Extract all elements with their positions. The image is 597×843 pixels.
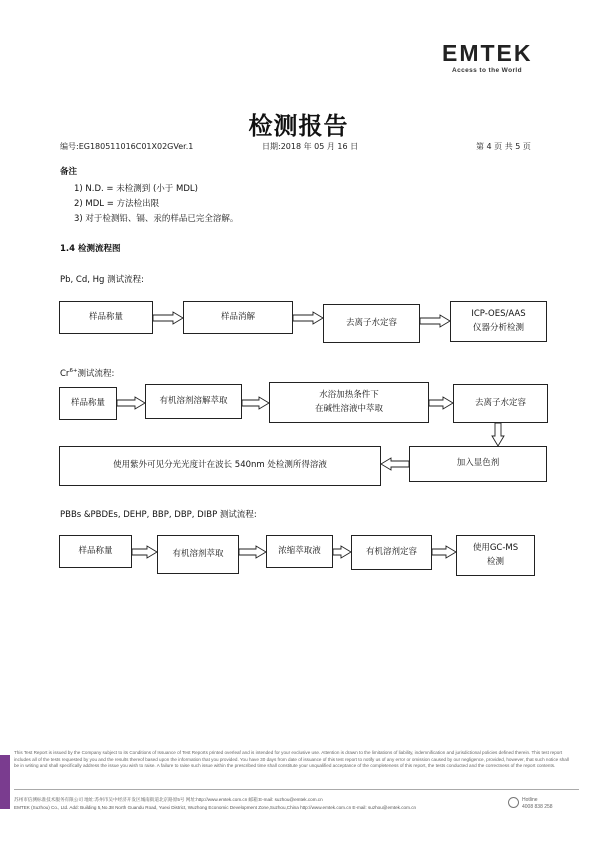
flow2-label-prefix: Cr <box>60 369 70 379</box>
flow3-arrow-4 <box>432 546 456 558</box>
flow1-step-digest-text: 样品消解 <box>220 311 255 322</box>
flow2-arrow-down <box>492 423 504 446</box>
flow2-label-suffix: 测试流程: <box>77 369 115 379</box>
footer-disclaimer: This Test Report is issued by the Company subject to its Conditions of Issuance of Test Reports printed overleaf and is intended for your exclusive use. Attention is drawn to the limitations of liability, indemnification and jurisdictional policies defined therein. This test report includes all of the tests requested by you and the results thereof based upon the information that you provided. You have 30 days from date of issuance of this test report to notify us of any error or omission caused by our negligence, provided, however, that such notice shall be in writing and shall specifically address the issue you wish to raise. A failure to raise such issue within the prescribed time shall constitute your unqualified acceptance of the completeness of this report, the tests conducted and the correctness of the report contents. <box>14 750 569 769</box>
page-number: 第 4 页 共 5 页 <box>476 142 531 151</box>
phone-icon <box>508 797 519 808</box>
flow1-step-icp-text: ICP-OES/AAS <box>471 309 526 320</box>
flow3-arrow-3 <box>333 546 351 558</box>
flow3-arrow-2 <box>239 546 266 558</box>
flow2-arrow-1 <box>117 397 145 409</box>
flow3-step-gcms-text: 使用GC-MS <box>472 543 519 554</box>
company-tagline: Access to the World <box>452 67 522 74</box>
note-item: 3) 对于检测铅、镉、汞的样品已完全溶解。 <box>74 214 239 224</box>
flow2-arrow-left <box>381 458 409 470</box>
flow2-step-volume-text: 去离子水定容 <box>474 397 526 408</box>
section-heading: 1.4 检测流程图 <box>60 244 121 254</box>
footer-accent-bar <box>0 755 10 809</box>
flow1-arrow-3 <box>420 315 450 327</box>
report-date: 日期:2018 年 05 月 16 日 <box>262 142 359 151</box>
flow3-step-gcms-text2: 检测 <box>486 556 504 567</box>
flow1-step-weigh-text: 样品称量 <box>88 311 123 322</box>
flow2-step-reagent-text: 加入显色剂 <box>456 458 500 469</box>
hotline-label: Hotline <box>522 797 538 803</box>
footer-address-en: EMTEK (Suzhou) Co., Ltd. Add: Building 5,No.38 North Guandu Road, Yuexi District, Wuzhong Economic Development Zone,Suzhou,China http://www.emtek.com.cn E-mail: suzhou@emtek.com.cn <box>14 805 417 810</box>
flow2-arrow-3 <box>429 397 453 409</box>
flow2-label-sup: 6+ <box>69 368 78 375</box>
footer-hotline <box>522 797 553 810</box>
note-item: 2) MDL = 方法检出限 <box>74 199 160 209</box>
flow3-step-concentrate-text: 浓缩萃取液 <box>278 545 321 556</box>
flow2-step-waterbath-text: 水浴加热条件下 <box>319 390 379 401</box>
hotline-number: 4008 838 258 <box>522 803 553 810</box>
report-number: 编号:EG180511016C01X02GVer.1 <box>60 142 194 151</box>
flow1-label: Pb, Cd, Hg 测试流程: <box>60 275 145 285</box>
flow1-arrow-2 <box>293 312 323 324</box>
flow3-step-extract-text: 有机溶剂萃取 <box>172 548 224 559</box>
flow3-arrow-1 <box>132 546 157 558</box>
company-logo: EMTEK <box>442 40 533 66</box>
flow3-step-weigh-text: 样品称量 <box>78 545 113 556</box>
flow3-label: PBBs &PBDEs, DEHP, BBP, DBP, DIBP 测试流程: <box>60 510 257 520</box>
flow2-arrow-2 <box>242 397 269 409</box>
footer-divider <box>14 789 579 790</box>
flow1-step-icp-text2: 仪器分析检测 <box>472 322 524 333</box>
flow3-step-volume-text: 有机溶剂定容 <box>365 546 417 557</box>
flow2-step-waterbath-text2: 在碱性溶液中萃取 <box>314 403 383 414</box>
flow2-step-solvent-text: 有机溶剂溶解萃取 <box>159 395 228 406</box>
flow2-step-uvvis-text: 使用紫外可见分光光度计在波长 540nm 处检测所得溶液 <box>113 460 327 471</box>
flow2-step-weigh-text: 样品称量 <box>70 397 105 408</box>
flow1-step-volume-text: 去离子水定容 <box>345 317 397 328</box>
notes-heading: 备注 <box>60 167 78 177</box>
note-item: 1) N.D. = 未检测到 (小于 MDL) <box>74 184 198 194</box>
page-title: 检测报告 <box>248 111 349 140</box>
flow1-arrow-1 <box>153 312 183 324</box>
footer-address-cn: 苏州市信测标准技术服务有限公司 地址:苏州市吴中经济开发区城南街道北京路原5号 网址:http://www.emtek.com.cn 邮箱:E-mail: suzhou@emtek.com.cn <box>14 797 323 802</box>
